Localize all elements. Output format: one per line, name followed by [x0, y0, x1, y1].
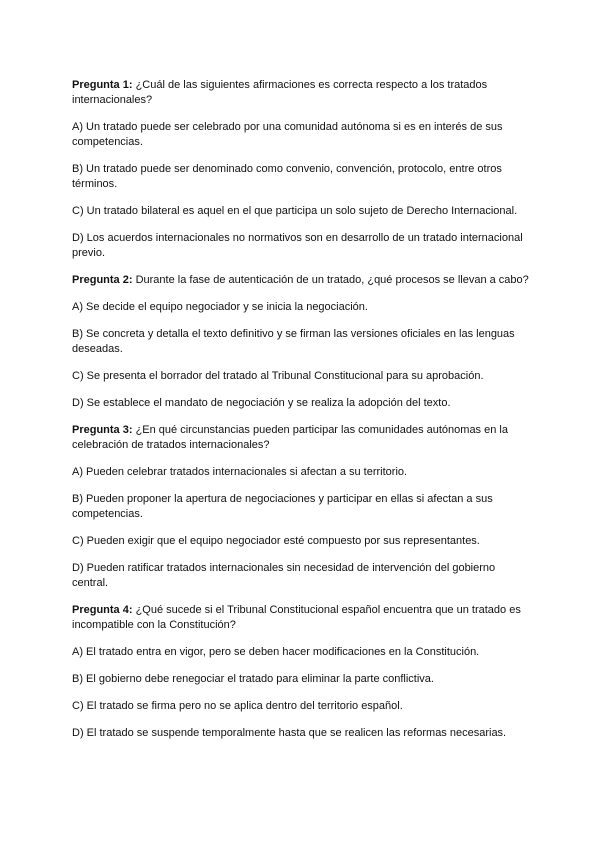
- question-3: [72, 423, 534, 591]
- answer-option-d: D) Se establece el mandato de negociación y se realiza la adopción del texto.: [72, 397, 451, 409]
- question-text: Durante la fase de autenticación de un tratado, ¿qué procesos se llevan a cabo?: [135, 274, 529, 286]
- answer-option-b: B) Se concreta y detalla el texto definitivo y se firman las versiones oficiales en las lenguas deseadas.: [72, 328, 515, 355]
- answer-option-b: B) Un tratado puede ser denominado como convenio, convención, protocolo, entre otros términos.: [72, 163, 502, 190]
- answer-option-a: A) Pueden celebrar tratados internacionales si afectan a su territorio.: [72, 466, 408, 478]
- answer-option-a: A) El tratado entra en vigor, pero se deben hacer modificaciones en la Constitución.: [72, 646, 480, 658]
- question-label: Pregunta 2:: [72, 274, 133, 286]
- answer-option-c: C) Pueden exigir que el equipo negociador esté compuesto por sus representantes.: [72, 535, 480, 547]
- question-label: Pregunta 3:: [72, 424, 133, 436]
- answer-option-c: C) Se presenta el borrador del tratado al Tribunal Constitucional para su aprobación.: [72, 370, 484, 382]
- answer-option-b: B) El gobierno debe renegociar el tratado para eliminar la parte conflictiva.: [72, 673, 434, 685]
- question-text: ¿Qué sucede si el Tribunal Constitucional español encuentra que un tratado es incompatible con la Constitución?: [72, 604, 521, 631]
- question-title: [72, 273, 534, 288]
- answer-option-a: A) Un tratado puede ser celebrado por una comunidad autónoma si es en interés de sus competencias.: [72, 121, 503, 148]
- answer-option-d: D) El tratado se suspende temporalmente hasta que se realicen las reformas necesarias.: [72, 727, 507, 739]
- question-title: [72, 603, 534, 633]
- answer-option-d: D) Pueden ratificar tratados internacionales sin necesidad de intervención del gobierno central.: [72, 562, 496, 589]
- answer-option-c: C) Un tratado bilateral es aquel en el que participa un solo sujeto de Derecho Internacional.: [72, 205, 518, 217]
- question-label: Pregunta 4:: [72, 604, 133, 616]
- question-2: [72, 273, 534, 411]
- question-title: [72, 423, 534, 453]
- answer-option-d: D) Los acuerdos internacionales no normativos son en desarrollo de un tratado internacional previo.: [72, 232, 523, 259]
- question-title: [72, 78, 534, 108]
- question-label: Pregunta 1:: [72, 79, 133, 91]
- answer-option-a: A) Se decide el equipo negociador y se inicia la negociación.: [72, 301, 368, 313]
- quiz-content: [72, 78, 534, 753]
- answer-option-b: B) Pueden proponer la apertura de negociaciones y participar en ellas si afectan a sus competencias.: [72, 493, 493, 520]
- answer-option-c: C) El tratado se firma pero no se aplica dentro del territorio español.: [72, 700, 403, 712]
- question-text: ¿Cuál de las siguientes afirmaciones es correcta respecto a los tratados internacionales?: [72, 79, 488, 106]
- question-4: [72, 603, 534, 741]
- question-1: [72, 78, 534, 261]
- question-text: ¿En qué circunstancias pueden participar las comunidades autónomas en la celebración de tratados internacionales?: [72, 424, 508, 451]
